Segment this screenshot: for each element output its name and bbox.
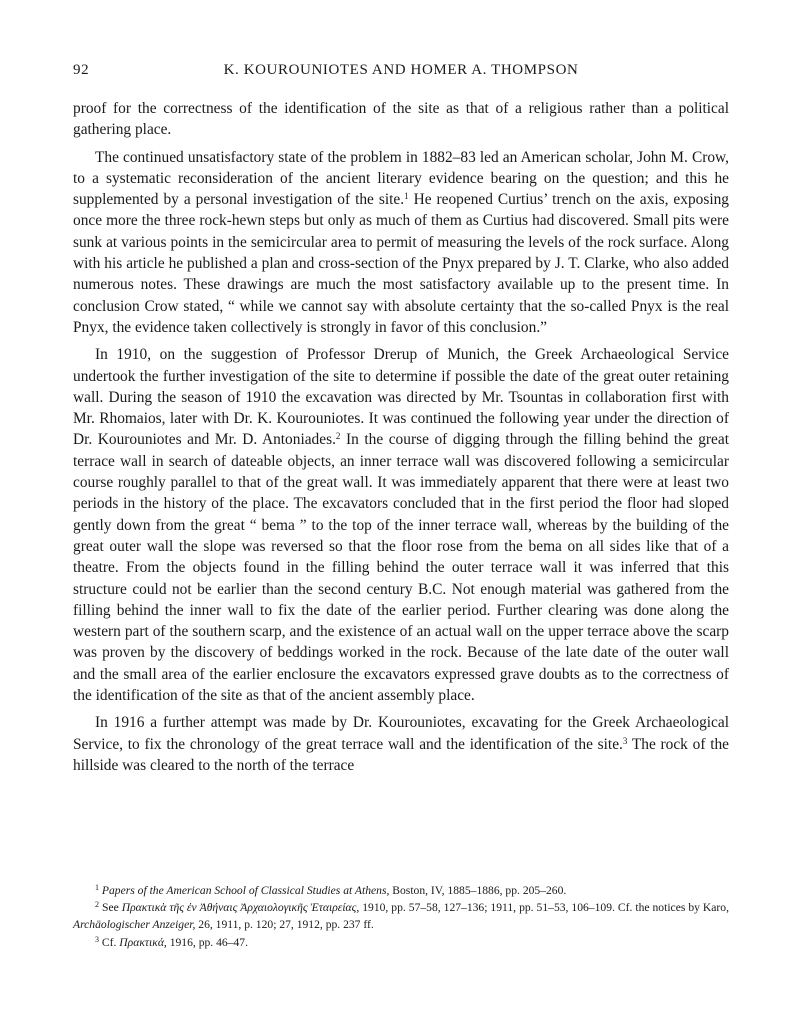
paragraph-2	[73, 147, 729, 339]
footnote-ref-3[interactable]: 3	[622, 735, 628, 746]
paragraph-2-text-a: The continued unsatisfactory state of the problem in 1882–83 led an American scholar, John M. Crow, to a systematic reconsideration of the ancient literary evidence bearing on the question; and this he supplemented by a personal investigation of the site.	[73, 148, 729, 209]
paragraph-3-text-b: In the course of digging through the filling behind the great terrace wall in search of dateable objects, an inner terrace wall was discovered following a semicircular course roughly parallel to that of the great wall. It was immediately apparent that there were at least two periods in the history of the place. The excavators concluded that in the first period the floor had sloped gently down from the great “ bema ” to the top of the inner terrace wall, whereas by the building of the great outer wall the slope was reversed so that the floor rose from the bema on all sides like that of a theatre. From the objects found in the filling behind the outer terrace wall it was inferred that this structure could not be earlier than the second century	[73, 431, 729, 598]
footnote-3-number: 3	[95, 934, 99, 944]
paragraph-2-text-b: He reopened Curtius’ trench on the axis, exposing once more the three rock-hewn steps but only as much of them as Curtius had discovered. Small pits were sunk at various points in the semicircular area to permit of measuring the levels of the rock surface. Along with his article he published a plan and cross-section of the Pnyx prepared by J. T. Clarke, who also added numerous notes. These drawings are much the most satisfactory available up to the present time. In conclusion Crow stated, “ while we cannot say with absolute certainty that the so-called Pnyx is the real Pnyx, the evidence taken collectively is strongly in favor of this conclusion.”	[73, 191, 729, 336]
footnote-2-number: 2	[95, 900, 99, 910]
paragraph-1-text: proof for the correctness of the identification of the site as that of a religious rather than a political gathering place.	[73, 100, 729, 139]
footnote-3-text: 1916, pp. 46–47.	[166, 935, 248, 949]
footnote-2-text-b: 26, 1911, p. 120; 27, 1912, pp. 237 ff.	[195, 918, 374, 932]
paragraph-4-text-b: The rock of the hillside was cleared to the north of the terrace	[73, 735, 729, 774]
footnote-2-see: See	[102, 901, 122, 915]
footnote-ref-2[interactable]: 2	[335, 431, 341, 442]
footnote-1-text: Boston, IV, 1885–1886, pp. 205–260.	[389, 884, 567, 897]
footnote-2	[73, 899, 729, 933]
body-text	[73, 98, 729, 782]
footnote-3-cf: Cf.	[101, 935, 120, 949]
paragraph-3-text-c: Not enough material was gathered from the filling behind the inner wall to fix the date of the earlier period. Further clearing was done along the western part of the southern scarp, and the existence of an actual wall on the upper terrace above the scarp was proven by the discovery of beddings worked in the rock. Because of the late date of the outer wall and the small area of the earlier enclosure the excavators expressed grave doubts as to the correctness of the identification of the site as that of the ancient assembly place.	[73, 580, 730, 705]
footnote-ref-1[interactable]: 1	[404, 191, 409, 202]
page-number: 92	[73, 62, 90, 78]
footnote-2-journal-title: Archäologischer Anzeiger,	[73, 918, 196, 932]
paragraph-3	[73, 344, 729, 706]
footnote-1	[73, 882, 729, 899]
paragraph-4-text-a: In 1916 a further attempt was made by Dr. Kourouniotes, excavating for the Greek Archaeological Service, to fix the chronology of the great terrace wall and the identification of the site.	[73, 714, 729, 753]
footnote-2-text-a: 1910, pp. 57–58, 127–136; 1911, pp. 51–53, 106–109. Cf. the notices by Karo,	[359, 901, 729, 915]
footnotes	[73, 882, 729, 951]
footnote-3-greek-title: Πρακτικά,	[119, 935, 167, 949]
era-abbreviation: B.C.	[418, 580, 447, 598]
footnote-1-title: Papers of the American School of Classical Studies at Athens,	[101, 884, 390, 897]
running-head-title: K. KOUROUNIOTES AND HOMER A. THOMPSON	[223, 62, 579, 78]
footnote-3	[73, 934, 729, 951]
running-header	[73, 62, 729, 84]
paragraph-4	[73, 712, 729, 776]
footnote-2-greek-title: Πρακτικὰ τῆς ἐν Ἀθήναις Ἀρχαιολογικῆς Ἑταιρείας,	[121, 901, 360, 915]
paragraph-3-text-a: In 1910, on the suggestion of Professor Drerup of Munich, the Greek Archaeological Service undertook the further investigation of the site to determine if possible the date of the great outer retaining wall. During the season of 1910 the excavation was directed by Mr. Tsountas in collaboration first with Mr. Rhomaios, later with Dr. K. Kourouniotes. It was continued the following year under the direction of Dr. Kourouniotes and Mr. D. Antoniades.	[73, 346, 729, 449]
footnote-1-number: 1	[95, 883, 99, 892]
paragraph-1	[73, 98, 729, 141]
